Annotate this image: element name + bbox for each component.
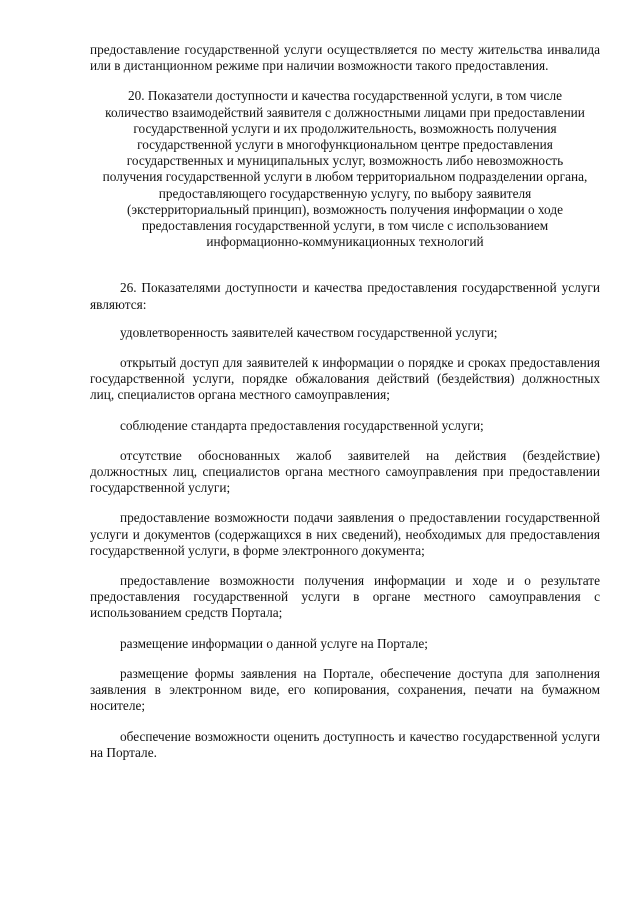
section-heading: 20. Показатели доступности и качества государственной услуги, в том числе количество взаимодействий заявителя с должностными лицами при предоставлении государственной услуги и их продолжительность, возможность получения государственной услуги в многофункциональном центре предоставления государственных и муниципальных услуг, возможность либо невозможность получения государственной услуги в любом территориальном подразделении органа, предоставляющего государственную услугу, по выбору заявителя (экстерриториальный принцип), возможность получения информации о ходе предоставления государственной услуги, в том числе с использованием информационно-коммуникационных технологий <box>102 88 588 250</box>
list-item: размещение информации о данной услуге на Портале; <box>120 635 428 651</box>
intro-paragraph: предоставление государственной услуги осуществляется по месту жительства инвалида или в дистанционном режиме при наличии возможности такого предоставления. <box>90 42 600 74</box>
list-item: предоставление возможности подачи заявления о предоставлении государственной услуги и документов (содержащихся в них сведений), необходимых для предоставления государственной услуги, в форме электронного документа; <box>90 510 600 558</box>
list-item: отсутствие обоснованных жалоб заявителей на действия (бездействие) должностных лиц, специалистов органа местного самоуправления при предоставлении государственной услуги; <box>90 447 600 496</box>
document-page <box>90 42 600 761</box>
list-item: соблюдение стандарта предоставления государственной услуги; <box>120 417 484 433</box>
list-item: обеспечение возможности оценить доступность и качество государственной услуги на Портале. <box>90 728 600 760</box>
list-item: предоставление возможности получения информации и ходе и о результате предоставления государственной услуги в органе местного самоуправления с использованием средств Портала; <box>90 573 600 621</box>
paragraph-26: 26. Показателями доступности и качества предоставления государственной услуги являются: <box>90 280 600 312</box>
list-item: удовлетворенность заявителей качеством государственной услуги; <box>120 324 498 340</box>
list-item: размещение формы заявления на Портале, обеспечение доступа для заполнения заявления в электронном виде, его копирования, сохранения, печати на бумажном носителе; <box>90 665 600 714</box>
list-item: открытый доступ для заявителей к информации о порядке и сроках предоставления государственной услуги, порядке обжалования действий (бездействия) должностных лиц, специалистов органа местного самоуправления; <box>90 355 600 403</box>
